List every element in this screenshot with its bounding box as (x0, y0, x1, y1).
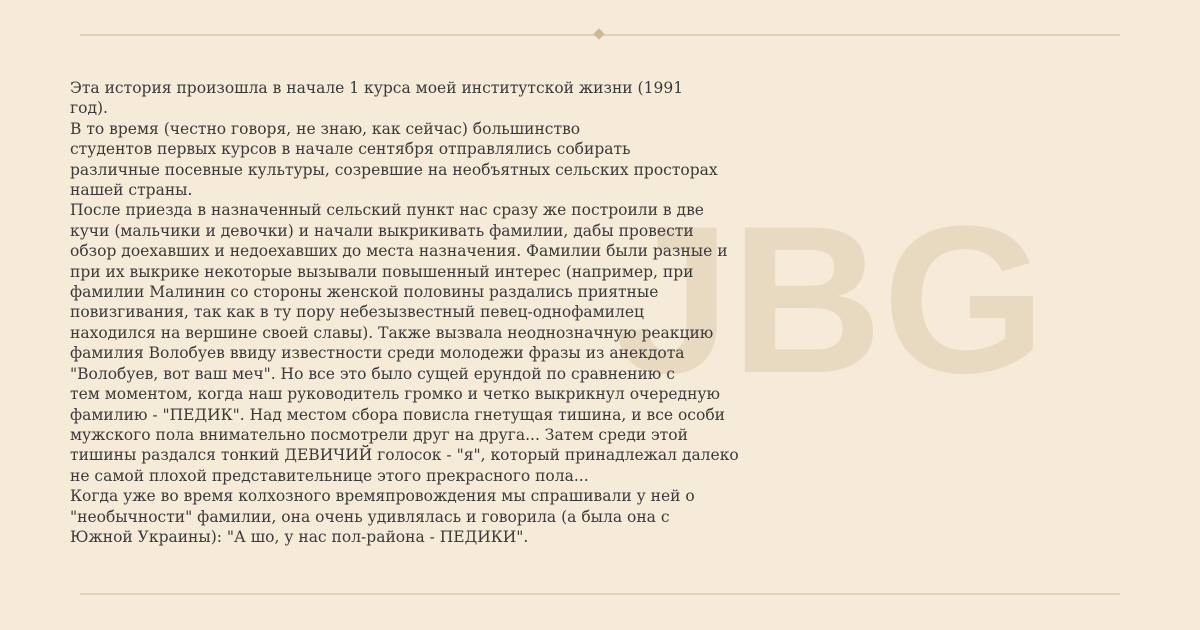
watermark-text: JBG (614, 182, 1046, 417)
bottom-divider (80, 593, 1120, 595)
story-text: Эта история произошла в начале 1 курса моей институтской жизни (1991 год). В то время (честно говоря, не знаю, как сейчас) большинство студентов первых курсов в начале сентября отправлялись собирать различные посевные культуры, созревшие на необъятных сельских просторах нашей страны. После приезда в назначенный сельский пункт нас сразу же построили в две кучи (мальчики и девочки) и начали выкрикивать фамилии, дабы провести обзор доехавших и недоехавших до места назначения. Фамилии были разные и при их выкрике некоторые вызывали повышенный интерес (например, при фамилии Малинин со стороны женской половины раздались приятные повизгивания, так как в ту пору небезызвестный певец-однофамилец находился на вершине своей славы). Также вызвала неоднозначную реакцию фамилия Волобуев ввиду известности среди молодежи фразы из анекдота "Волобуев, вот ваш меч". Но все это было сущей ерундой по сравнению с тем моментом, когда наш руководитель громко и четко выкрикнул очередную фамилию - "ПЕДИК". Над местом сбора повисла гнетущая тишина, и все особи мужского пола внимательно посмотрели друг на друга... Затем среди этой тишины раздался тонкий ДЕВИЧИЙ голосок - "я", который принадлежал далеко не самой плохой представительнице этого прекрасного пола... Когда уже во время колхозного времяпровождения мы спрашивали у ней о "необычности" фамилии, она очень удивлялась и говорила (а была она с Южной Украины): "А шо, у нас пол-района - ПЕДИКИ". (70, 79, 739, 546)
diamond-icon (593, 28, 604, 39)
